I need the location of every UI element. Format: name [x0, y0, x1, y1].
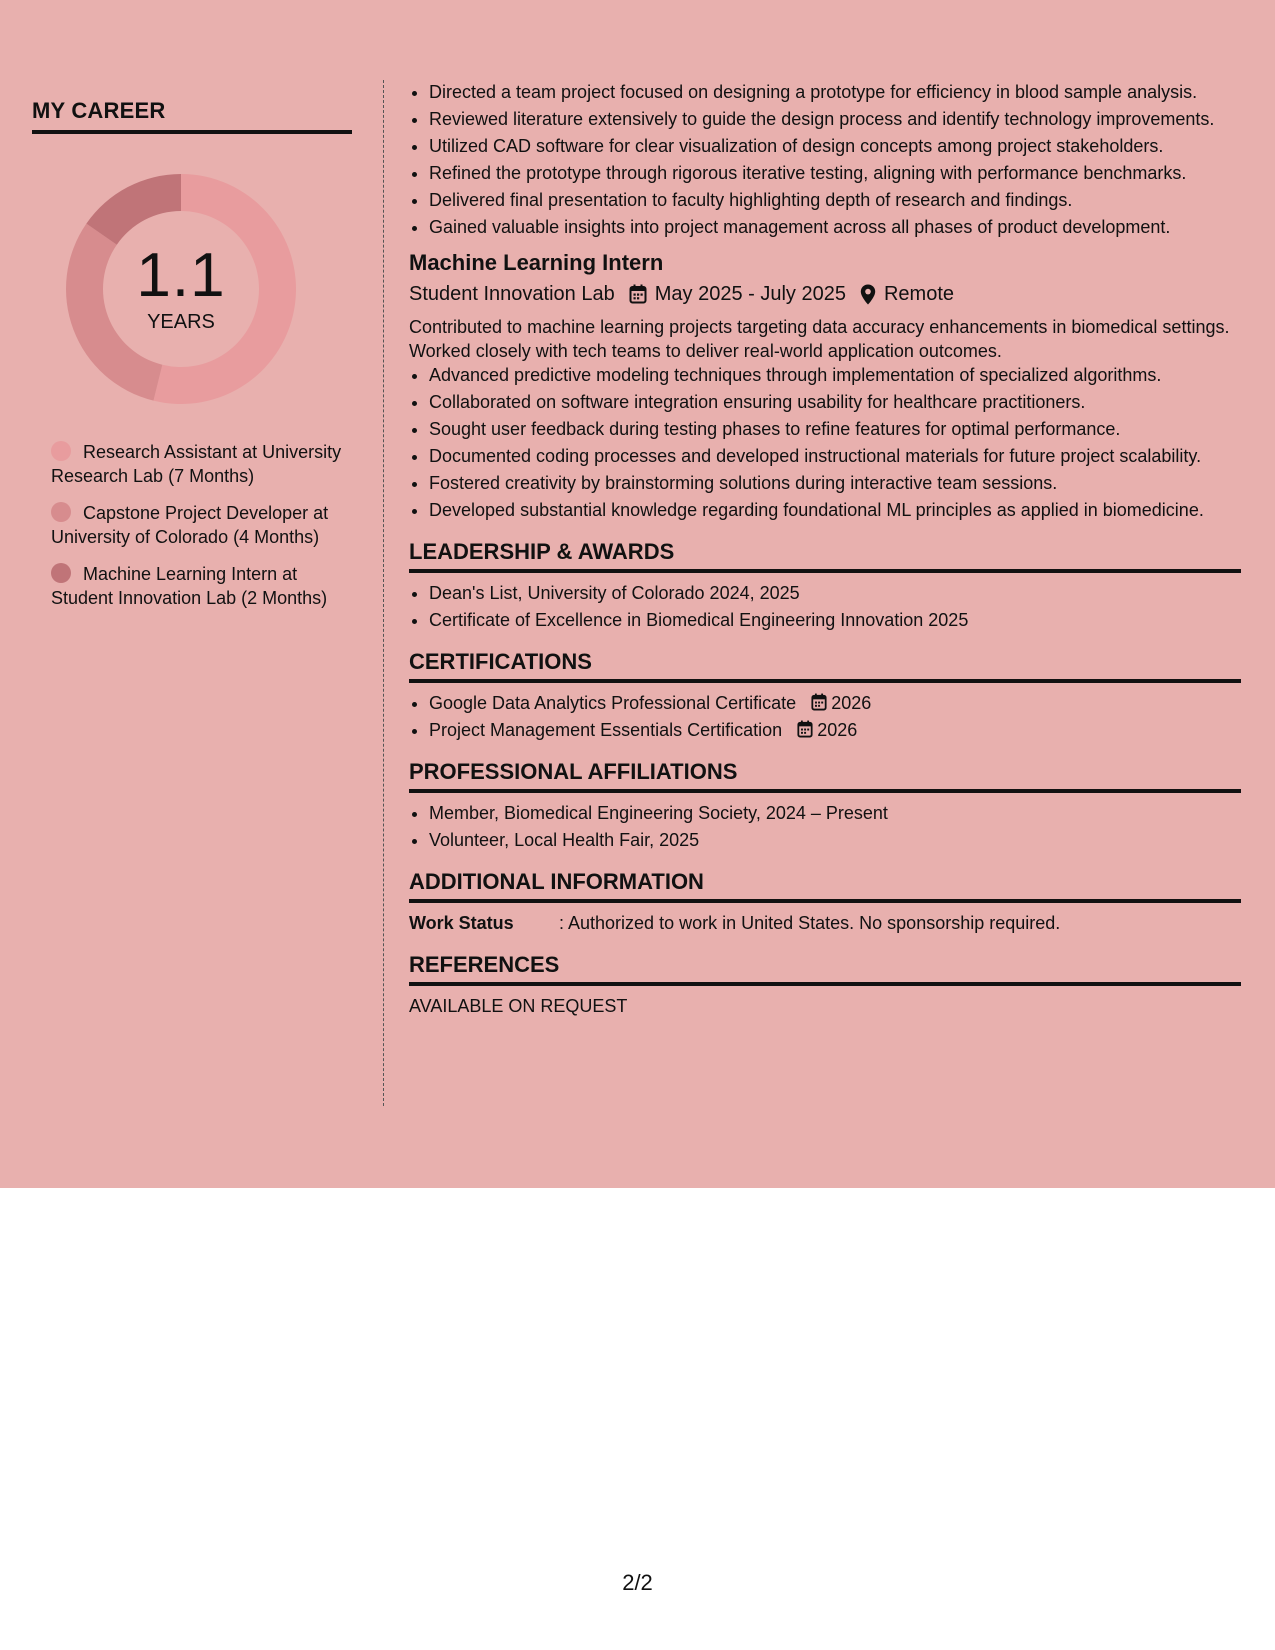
- column-divider: [383, 80, 384, 1106]
- list-item: • Volunteer, Local Health Fair, 2025: [429, 828, 1241, 852]
- job-meta: [409, 280, 1241, 308]
- list-item: [429, 691, 1241, 715]
- section-heading-leadership: LEADERSHIP & AWARDS: [409, 538, 1241, 573]
- list-item: • Fostered creativity by brainstorming solutions during interactive team sessions.: [429, 471, 1241, 495]
- cert-name: Google Data Analytics Professional Certificate: [429, 693, 797, 713]
- list-item: • Reviewed literature extensively to guide the design process and identify technology improvements.: [429, 107, 1241, 131]
- donut-center: [66, 174, 296, 404]
- calendar-icon: [811, 693, 827, 711]
- legend-item: [51, 562, 352, 610]
- map-pin-icon: [860, 284, 876, 305]
- legend-dot: [51, 563, 71, 583]
- cert-date: [797, 720, 857, 740]
- legend-label: Research Assistant at University Research Lab (7 Months): [51, 442, 342, 486]
- cert-date: [811, 693, 871, 713]
- legend-dot: [51, 441, 71, 461]
- total-years-unit: YEARS: [147, 310, 215, 333]
- job-summary: Contributed to machine learning projects targeting data accuracy enhancements in biomedical settings. Worked closely with tech teams to deliver real-world application outcomes.: [409, 317, 1230, 361]
- section-heading-certifications: CERTIFICATIONS: [409, 648, 1241, 683]
- job-dates: May 2025 - July 2025: [654, 283, 846, 305]
- job-location: Remote: [883, 283, 954, 305]
- list-item: [429, 718, 1241, 742]
- legend-label: Machine Learning Intern at Student Innovation Lab (2 Months): [51, 564, 328, 608]
- list-item: • Developed substantial knowledge regarding foundational ML principles as applied in biomedicine.: [429, 498, 1241, 522]
- total-years-value: 1.1: [136, 240, 226, 310]
- section-heading-affiliations: PROFESSIONAL AFFILIATIONS: [409, 758, 1241, 793]
- page-number: 2/2: [622, 1570, 653, 1595]
- list-item: • Certificate of Excellence in Biomedical Engineering Innovation 2025: [429, 608, 1241, 632]
- work-status-row: [409, 911, 1241, 935]
- career-sidebar: [32, 98, 352, 623]
- cert-year: 2026: [831, 693, 872, 713]
- cert-year: 2026: [817, 720, 858, 740]
- previous-job-bullets: [409, 80, 1241, 239]
- job-title: Machine Learning Intern: [409, 250, 664, 275]
- certifications-list: [409, 691, 1241, 742]
- job-bullets: [409, 363, 1241, 522]
- career-legend: [32, 440, 352, 610]
- career-donut-chart: [66, 174, 296, 404]
- list-item: • Utilized CAD software for clear visualization of design concepts among project stakeholders.: [429, 134, 1241, 158]
- leadership-list: [409, 581, 1241, 632]
- legend-item: [51, 501, 352, 549]
- list-item: • Collaborated on software integration ensuring usability for healthcare practitioners.: [429, 390, 1241, 414]
- legend-label: Capstone Project Developer at University of Colorado (4 Months): [51, 503, 329, 547]
- list-item: • Dean's List, University of Colorado 2024, 2025: [429, 581, 1241, 605]
- calendar-icon: [629, 284, 647, 304]
- calendar-icon: [797, 720, 813, 738]
- list-item: • Refined the prototype through rigorous iterative testing, aligning with performance benchmarks.: [429, 161, 1241, 185]
- list-item: • Advanced predictive modeling techniques through implementation of specialized algorithms.: [429, 363, 1241, 387]
- job-company: Student Innovation Lab: [409, 283, 615, 305]
- work-status-value: : Authorized to work in United States. No sponsorship required.: [559, 913, 1061, 933]
- legend-dot: [51, 502, 71, 522]
- list-item: • Member, Biomedical Engineering Society, 2024 – Present: [429, 801, 1241, 825]
- work-status-label: Work Status: [409, 913, 514, 933]
- affiliations-list: [409, 801, 1241, 852]
- list-item: • Directed a team project focused on designing a prototype for efficiency in blood sample analysis.: [429, 80, 1241, 104]
- references-text: AVAILABLE ON REQUEST: [409, 996, 628, 1016]
- legend-item: [51, 440, 352, 488]
- section-heading-additional: ADDITIONAL INFORMATION: [409, 868, 1241, 903]
- list-item: • Gained valuable insights into project management across all phases of product development.: [429, 215, 1241, 239]
- list-item: • Sought user feedback during testing phases to refine features for optimal performance.: [429, 417, 1241, 441]
- list-item: • Documented coding processes and developed instructional materials for future project scalability.: [429, 444, 1241, 468]
- main-column: [409, 80, 1241, 1018]
- section-heading-references: REFERENCES: [409, 951, 1241, 986]
- sidebar-title: MY CAREER: [32, 98, 352, 134]
- cert-name: Project Management Essentials Certification: [429, 720, 783, 740]
- list-item: • Delivered final presentation to faculty highlighting depth of research and findings.: [429, 188, 1241, 212]
